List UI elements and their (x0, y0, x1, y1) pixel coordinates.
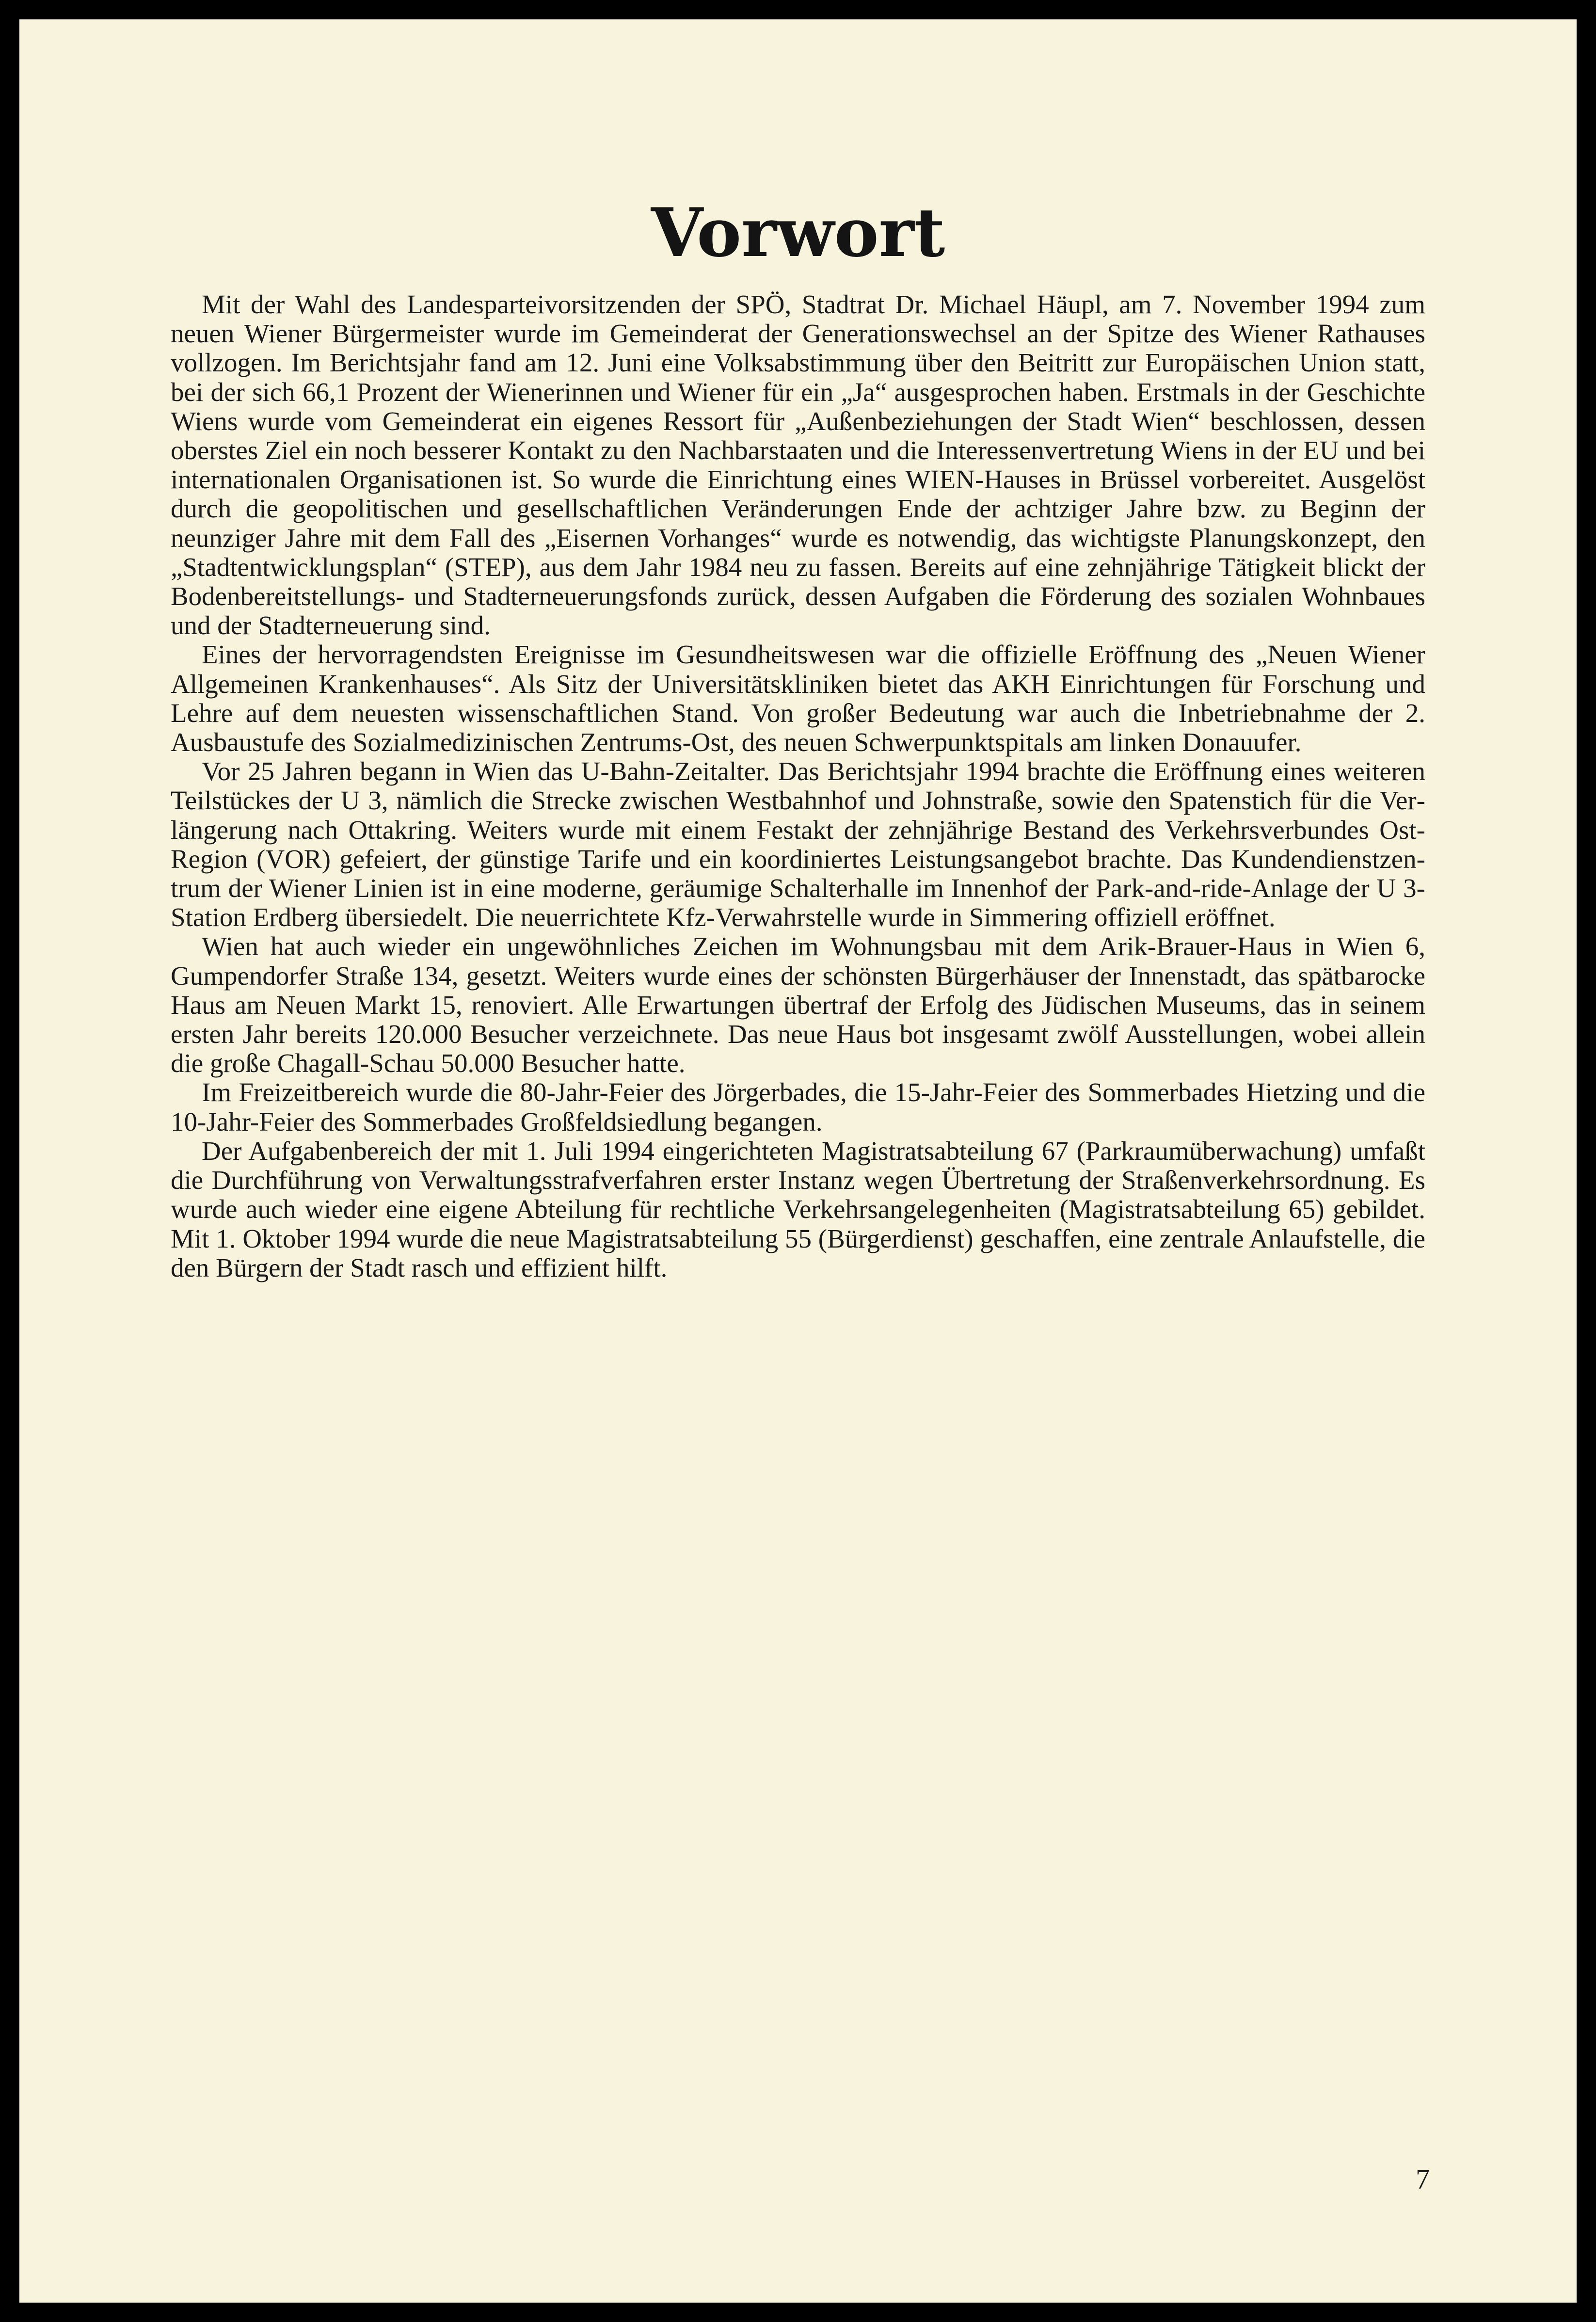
page-number: 7 (1416, 2163, 1430, 2195)
paragraph-administration: Der Aufgabenbereich der mit 1. Juli 1994 eingerichteten Magistratsabteilung 67 (Parkraumüberwachung) umfaßt die Durchführung von Verwaltungsstrafverfahren erster Instanz wegen Übertretung der Straßenverkehrsordnung. Es wurde auch wieder eine eigene Abteilung für rechtliche Verkehrsangelegenheiten (Magistratsabteilung 65) gebildet. Mit 1. Oktober 1994 wurde die neue Magistratsabteilung 55 (Bürgerdienst) geschaffen, eine zentrale Anlaufstelle, die den Bürgern der Stadt rasch und effizient hilft. (171, 1136, 1425, 1282)
paragraph-transport: Vor 25 Jahren begann in Wien das U-Bahn-Zeitalter. Das Berichtsjahr 1994 brachte die Eröffnung eines weiteren Teilstückes der U 3, nämlich die Strecke zwischen Westbahnhof und Johnstraße, sowie den Spatenstich für die Verlängerung nach Ottakring. Weiters wurde mit einem Festakt der zehnjährige Bestand des Verkehrsverbundes Ost-Region (VOR) gefeiert, der günstige Tarife und ein koordiniertes Leistungsangebot brachte. Das Kundendienstzentrum der Wiener Linien ist in eine moderne, geräumige Schalterhalle im Innenhof der Park-and-ride-Anlage der U 3-Station Erdberg übersiedelt. Die neuerrichtete Kfz-Verwahrstelle wurde in Simmering offiziell eröffnet. (171, 756, 1425, 932)
body-text (171, 290, 1425, 1282)
paragraph-health: Eines der hervorragendsten Ereignisse im Gesundheitswesen war die offizielle Eröffnung des „Neuen Wiener Allgemeinen Krankenhauses“. Als Sitz der Universitätskliniken bietet das AKH Einrichtungen für Forschung und Lehre auf dem neuesten wissenschaftlichen Stand. Von großer Bedeutung war auch die Inbetriebnahme der 2. Ausbaustufe des Sozialmedizinischen Zentrums-Ost, des neuen Schwerpunktspitals am linken Donauufer. (171, 640, 1425, 757)
paragraph-housing-culture: Wien hat auch wieder ein ungewöhnliches Zeichen im Wohnungsbau mit dem Arik-Brauer-Haus in Wien 6, Gumpendorfer Straße 134, gesetzt. Weiters wurde eines der schönsten Bürgerhäuser der Innenstadt, das spätbarocke Haus am Neuen Markt 15, renoviert. Alle Erwartungen übertraf der Erfolg des Jüdischen Museums, das in seinem ersten Jahr bereits 120.000 Besucher verzeichnete. Das neue Haus bot insgesamt zwölf Ausstellungen, wobei allein die große Chagall-Schau 50.000 Besucher hatte. (171, 931, 1425, 1078)
page-title: Vorwort (651, 193, 945, 272)
paragraph-leisure: Im Freizeitbereich wurde die 80-Jahr-Feier des Jörgerbades, die 15-Jahr-Feier des Sommerbades Hietzing und die 10-Jahr-Feier des Sommerbades Großfeldsiedlung begangen. (171, 1077, 1425, 1137)
paragraph-politics: Mit der Wahl des Landesparteivorsitzenden der SPÖ, Stadtrat Dr. Michael Häupl, am 7. November 1994 zum neuen Wiener Bürgermeister wurde im Gemeinderat der Generationswechsel an der Spitze des Wiener Rathauses vollzogen. Im Berichtsjahr fand am 12. Juni eine Volksabstimmung über den Beitritt zur Europäischen Union statt, bei der sich 66,1 Prozent der Wienerinnen und Wiener für ein „Ja“ ausgesprochen haben. Erstmals in der Geschichte Wiens wurde vom Gemeinderat ein eigenes Ressort für „Außenbeziehungen der Stadt Wien“ beschlossen, dessen oberstes Ziel ein noch besserer Kontakt zu den Nachbarstaaten und die Interessenvertretung Wiens in der EU und bei internationalen Organisationen ist. So wurde die Einrichtung eines WIEN-Hauses in Brüssel vorbereitet. Ausgelöst durch die geopolitischen und gesellschaftlichen Veränderungen Ende der achtziger Jahre bzw. zu Beginn der neunziger Jahre mit dem Fall des „Eisernen Vorhanges“ wurde es notwendig, das wichtigste Planungskonzept, den „Stadtentwicklungsplan“ (STEP), aus dem Jahr 1984 neu zu fassen. Bereits auf eine zehnjährige Tätigkeit blickt der Bodenbereitstellungs- und Stadterneuerungsfonds zurück, dessen Aufgaben die Förderung des sozialen Wohnbaues und der Stadterneuerung sind. (171, 289, 1425, 641)
document-page (19, 19, 1577, 2303)
